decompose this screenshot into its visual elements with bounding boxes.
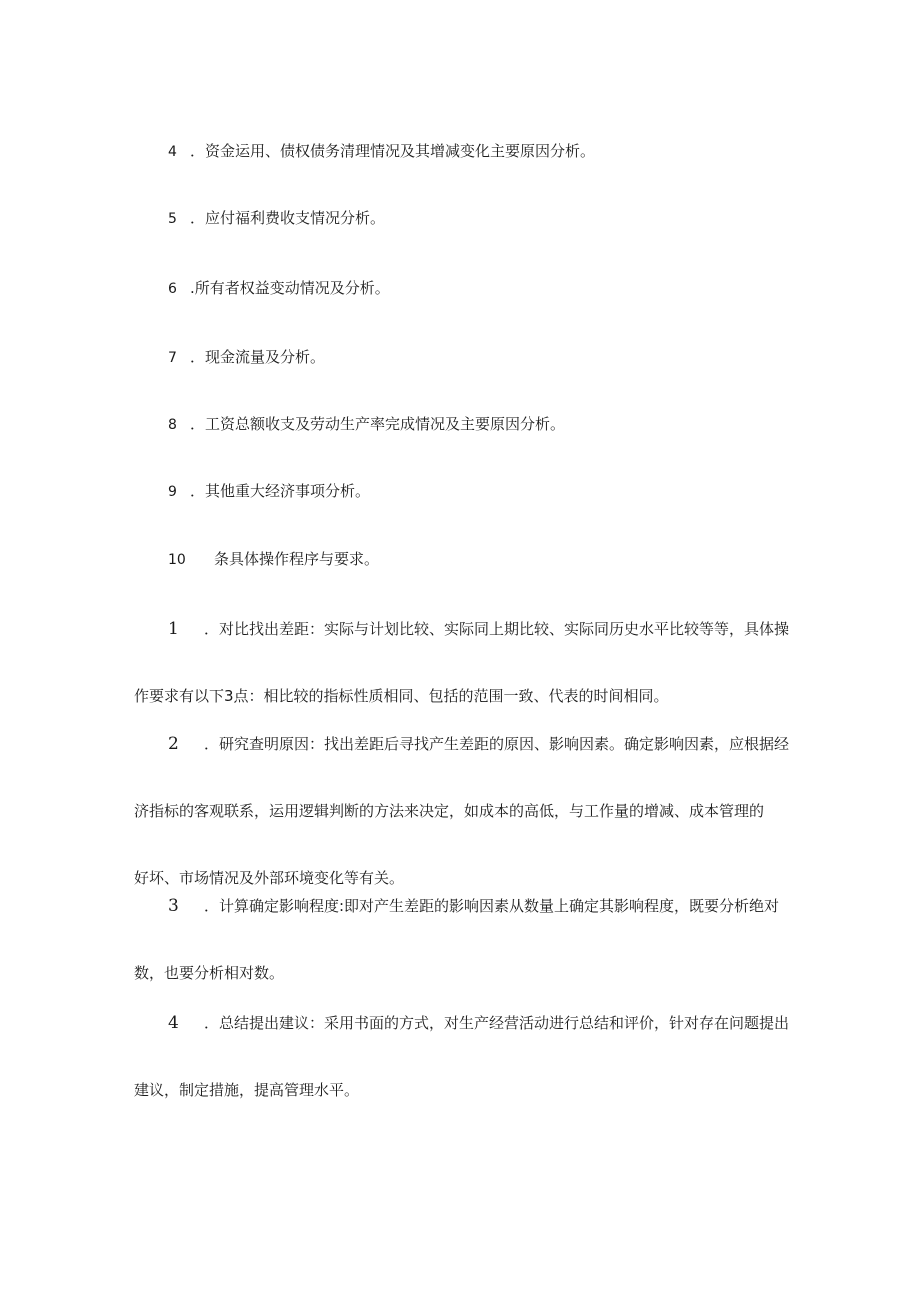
paragraph-number: 3 (168, 896, 179, 916)
paragraph-line (134, 896, 794, 916)
list-item-text: ．工资总额收支及劳动生产率完成情况及主要原因分析。 (190, 415, 566, 433)
paragraph-text: ．研究查明原因：找出差距后寻找产生差距的原因、影响因素。确定影响因素，应根据经 (204, 735, 790, 753)
list-item (168, 414, 565, 435)
list-item (168, 278, 390, 299)
paragraph-number: 1 (168, 619, 179, 639)
list-item-number: 9 (168, 484, 177, 500)
list-item-number: 5 (168, 211, 177, 227)
list-item (168, 347, 325, 368)
list-item-number: 10 (168, 552, 186, 568)
list-item-text: ．其他重大经济事项分析。 (190, 482, 371, 500)
paragraph-number: 4 (168, 1013, 179, 1033)
list-item-text: ．现金流量及分析。 (190, 348, 326, 366)
paragraph-text: ．总结提出建议：采用书面的方式，对生产经营活动进行总结和评价，针对存在问题提出 (204, 1014, 790, 1032)
paragraph-line: 建议，制定措施，提高管理水平。 (134, 1081, 360, 1099)
paragraph-line: 好坏、市场情况及外部环境变化等有关。 (134, 869, 405, 887)
list-item-number: 7 (168, 350, 177, 366)
list-item-text: 条具体操作程序与要求。 (214, 550, 380, 568)
list-item (168, 481, 370, 502)
paragraph-line (134, 619, 794, 639)
paragraph-line: 作要求有以下3点：相比较的指标性质相同、包括的范围一致、代表的时间相同。 (134, 687, 669, 705)
list-item (168, 549, 379, 570)
paragraph-line: 济指标的客观联系，运用逻辑判断的方法来决定，如成本的高低，与工作量的增减、成本管理的 (134, 802, 765, 820)
paragraph-line (134, 734, 794, 754)
list-item (168, 141, 595, 162)
paragraph (134, 896, 794, 983)
paragraph (134, 1013, 794, 1100)
paragraph-line (134, 1013, 794, 1033)
list-item-number: 8 (168, 417, 177, 433)
paragraph (134, 734, 794, 888)
list-item (168, 208, 385, 229)
paragraph-text: ．计算确定影响程度:即对产生差距的影响因素从数量上确定其影响程度，既要分析绝对 (204, 897, 780, 915)
list-item-number: 6 (168, 281, 177, 297)
paragraph (134, 619, 794, 706)
list-item-number: 4 (168, 144, 177, 160)
paragraph-text: ．对比找出差距：实际与计划比较、实际同上期比较、实际同历史水平比较等等，具体操 (204, 620, 790, 638)
paragraph-number: 2 (168, 734, 179, 754)
list-item-text: .所有者权益变动情况及分析。 (190, 279, 390, 297)
list-item-text: ．应付福利费收支情况分析。 (190, 209, 386, 227)
paragraph-line: 数，也要分析相对数。 (134, 964, 285, 982)
list-item-text: ．资金运用、债权债务清理情况及其增减变化主要原因分析。 (190, 142, 596, 160)
